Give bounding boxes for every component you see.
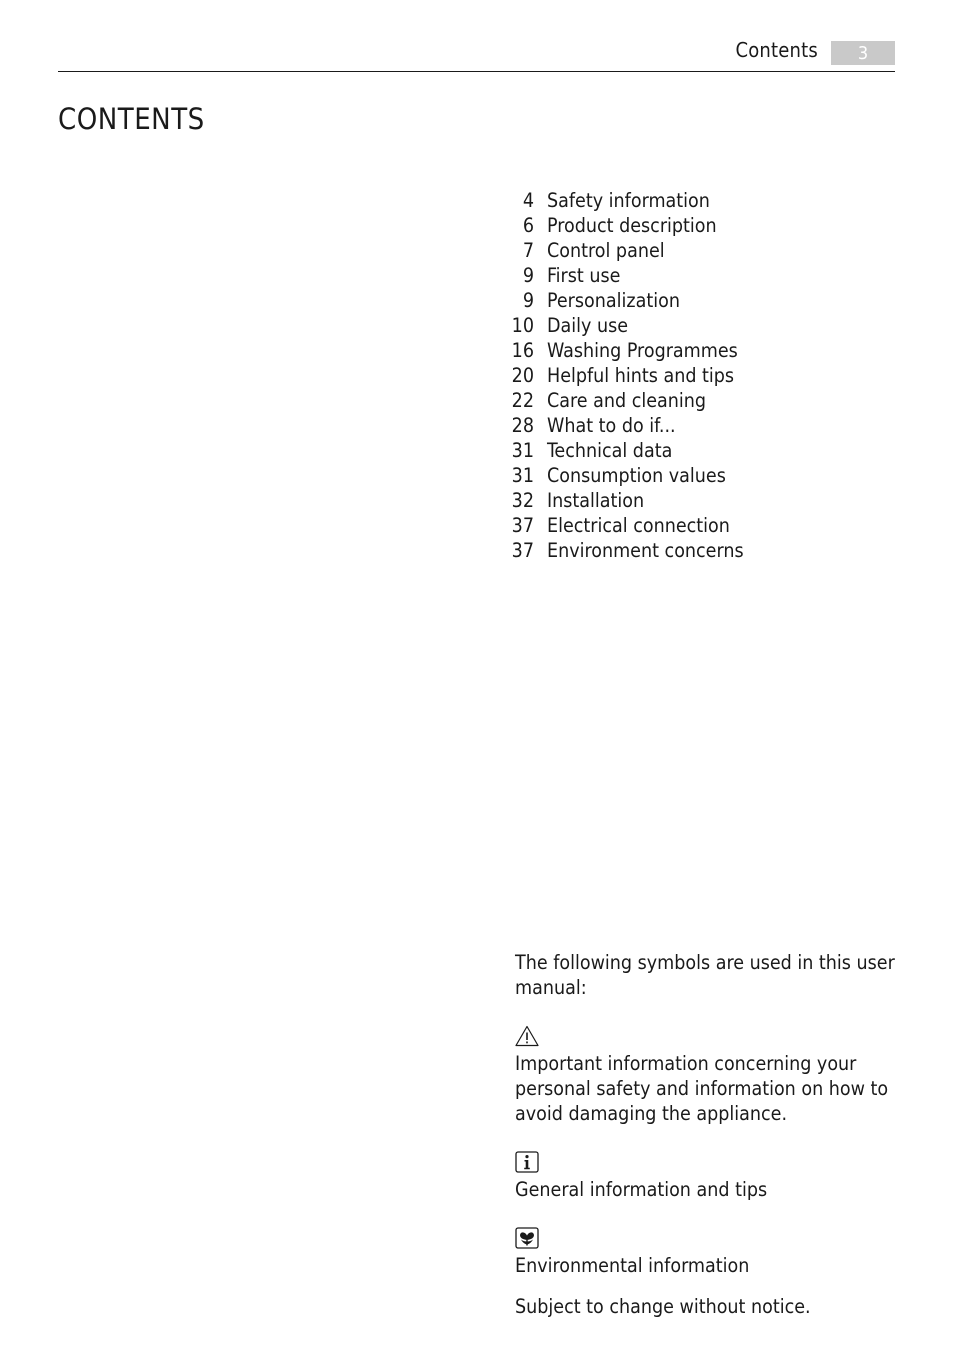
toc-entry[interactable]	[500, 463, 744, 488]
page-title: CONTENTS	[58, 102, 205, 136]
environmental-info-text: Environmental information	[515, 1254, 750, 1277]
toc-entry[interactable]	[500, 488, 744, 513]
info-icon	[515, 1151, 895, 1175]
toc-page-number: 7	[522, 239, 534, 262]
toc-page-number: 31	[511, 464, 534, 487]
symbols-intro: The following symbols are used in this user manual:	[515, 951, 895, 999]
toc-entry[interactable]	[500, 213, 744, 238]
general-info-text: General information and tips	[515, 1178, 768, 1201]
toc-entry[interactable]	[500, 363, 744, 388]
toc-page-number: 16	[511, 339, 534, 362]
toc-label: Washing Programmes	[547, 339, 738, 362]
toc-page-number: 10	[511, 314, 534, 337]
toc-label: First use	[547, 264, 621, 287]
toc-page-number: 20	[511, 364, 534, 387]
toc-page-number: 28	[511, 414, 534, 437]
toc-page-number: 31	[511, 439, 534, 462]
toc-label: Installation	[547, 489, 645, 512]
toc-entry[interactable]	[500, 413, 744, 438]
toc-label: Control panel	[547, 239, 665, 262]
environment-icon	[515, 1227, 895, 1251]
toc-entry[interactable]	[500, 438, 744, 463]
table-of-contents	[500, 188, 744, 563]
toc-entry[interactable]	[500, 513, 744, 538]
toc-label: Environment concerns	[547, 539, 744, 562]
toc-label: Electrical connection	[547, 514, 730, 537]
toc-label: Care and cleaning	[547, 389, 707, 412]
change-notice: Subject to change without notice.	[515, 1295, 811, 1318]
warning-triangle-icon	[515, 1025, 895, 1049]
toc-page-number: 9	[522, 289, 534, 312]
toc-label: Safety information	[547, 189, 710, 212]
safety-info-text: Important information concerning your personal safety and information on how to avoid damaging the appliance.	[515, 1052, 889, 1125]
toc-label: What to do if...	[547, 414, 676, 437]
toc-label: Consumption values	[547, 464, 726, 487]
toc-page-number: 32	[511, 489, 534, 512]
toc-page-number: 6	[522, 214, 534, 237]
toc-label: Product description	[547, 214, 717, 237]
page-number-badge: 3	[831, 41, 895, 65]
header-rule	[58, 71, 895, 72]
toc-label: Personalization	[547, 289, 680, 312]
toc-entry[interactable]	[500, 313, 744, 338]
toc-entry[interactable]	[500, 238, 744, 263]
toc-page-number: 37	[511, 539, 534, 562]
header-section-label: Contents	[735, 38, 818, 62]
toc-entry[interactable]	[500, 263, 744, 288]
toc-entry[interactable]	[500, 288, 744, 313]
toc-entry[interactable]	[500, 188, 744, 213]
symbols-legend	[515, 950, 895, 1319]
toc-page-number: 9	[522, 264, 534, 287]
toc-label: Technical data	[547, 439, 673, 462]
toc-page-number: 37	[511, 514, 534, 537]
toc-label: Daily use	[547, 314, 629, 337]
toc-page-number: 22	[511, 389, 534, 412]
toc-entry[interactable]	[500, 538, 744, 563]
toc-label: Helpful hints and tips	[547, 364, 735, 387]
toc-entry[interactable]	[500, 388, 744, 413]
toc-entry[interactable]	[500, 338, 744, 363]
toc-page-number: 4	[522, 189, 534, 212]
